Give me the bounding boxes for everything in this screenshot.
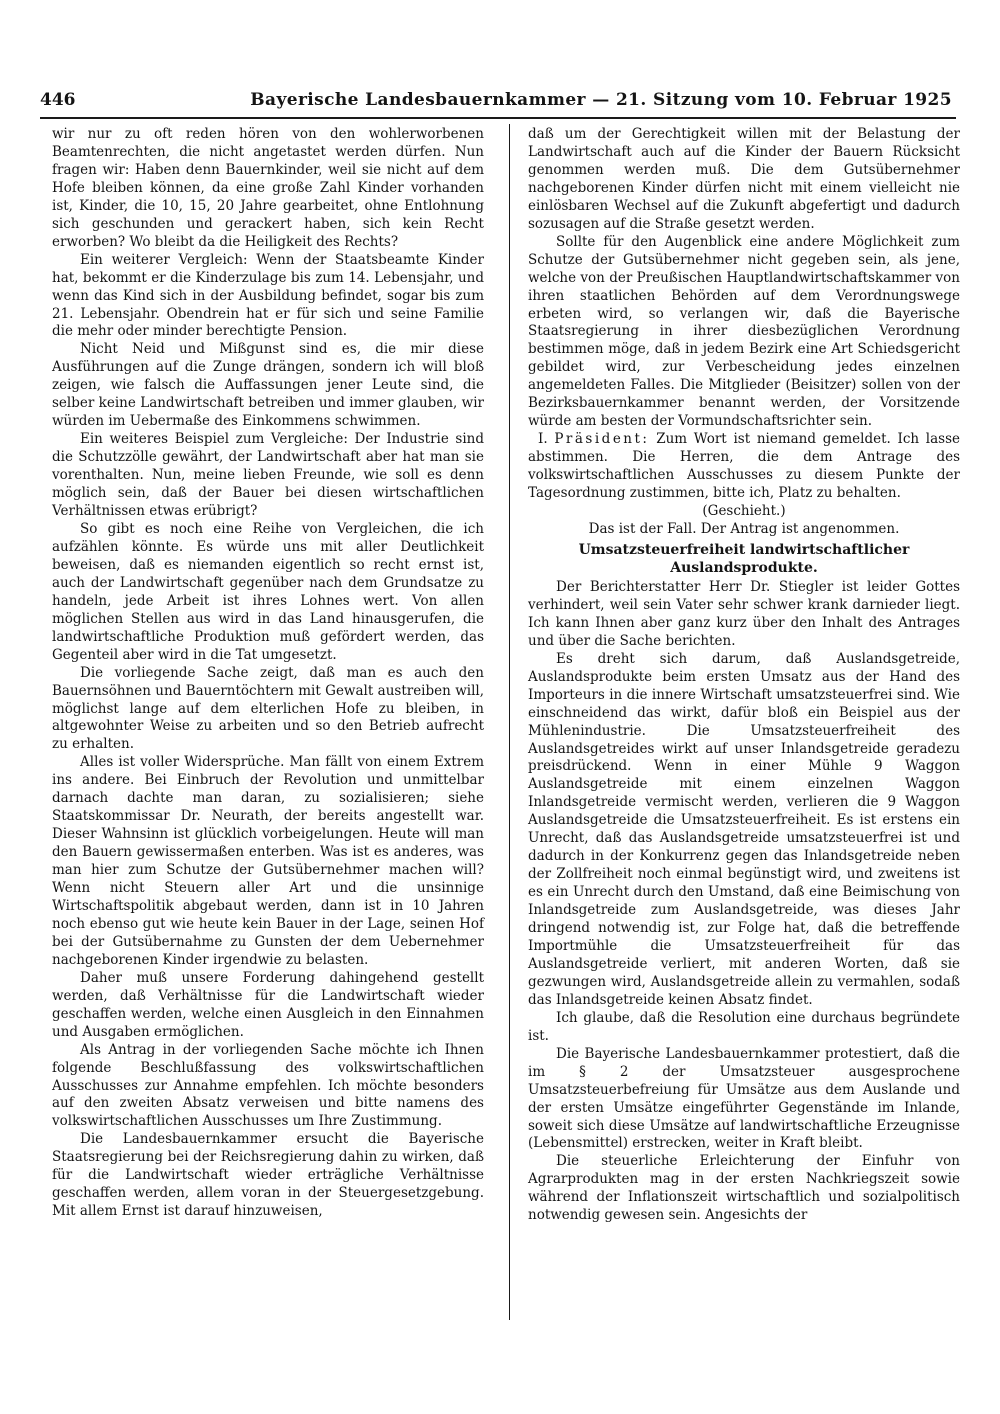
- president-statement: [528, 431, 960, 503]
- procedural-note: (Geschieht.): [702, 503, 786, 520]
- paragraph: Nicht Neid und Mißgunst sind es, die mir diese Ausführungen auf die Zunge drängen, sondern ich will bloß zeigen, wie falsch die Auffassungen jener Leute sind, die selber keine Landwirtschaft betreiben und immer glauben, wir würden im Uebermaße des Einkommens schwimmen.: [52, 341, 484, 430]
- resolution-paragraph: Die steuerliche Erleichterung der Einfuhr von Agrarprodukten mag in der ersten Nachkriegszeit sowie während der Inflationszeit wirtschaftlich und sozialpolitisch notwendig gewesen sein. Angesichts der: [528, 1153, 960, 1224]
- page-number: 446: [40, 90, 76, 110]
- page-header: [40, 88, 960, 116]
- president-text: Zum Wort ist niemand gemeldet. Ich lasse abstimmen. Die Herren, die dem Antrage des volkswirtschaftlichen Ausschusses zu diesem Punkte der Tagesordnung zustimmen, bitte ich, Platz zu behalten.: [528, 431, 961, 502]
- paragraph: Daher muß unsere Forderung dahingehend gestellt werden, daß Verhältnisse für die Landwirtschaft wieder geschaffen werden, welche einen Ausgleich in den Einnahmen und Ausgaben ermöglichen.: [52, 969, 484, 1040]
- paragraph: Sollte für den Augenblick eine andere Möglichkeit zum Schutze der Gutsübernehmer nicht gegeben sein, als jene, welche von der Preußischen Hauptlandwirtschaftskammer von ihren staatlichen Behörden auf dem Verordnungswege erbeten wird, so verlangen wir, daß die Bayerische Staatsregierung in ihrer diesbezüglichen Verordnung bestimmen möge, daß in jedem Bezirk eine Art Schiedsgericht gebildet wird, zur Verbescheidung jedes einzelnen angemeldeten Falles. Die Mitglieder (Beisitzer) sollen von der Bezirksbauernkammer benannt werden, der Vorsitzende würde am besten der Vormundschaftsrichter sein.: [528, 233, 960, 430]
- paragraph: Ein weiterer Vergleich: Wenn der Staatsbeamte Kinder hat, bekommt er die Kinderzulage bis zum 14. Lebensjahr, und wenn das Kind sich in der Ausbildung befindet, sogar bis zum 21. Lebensjahr. Obendrein hat er für sich und seine Familie die mehr oder minder berechtigte Pension.: [52, 251, 484, 340]
- vote-result: Das ist der Fall. Der Antrag ist angenommen.: [588, 520, 900, 537]
- resolution-paragraph: Die Landesbauernkammer ersucht die Bayerische Staatsregierung bei der Reichsregierung dahin zu wirken, daß für die Landwirtschaft wieder erträgliche Verhältnisse geschaffen werden, allem voran in der Steuergesetzgebung. Mit allem Ernst ist darauf hinzuweisen,: [52, 1131, 484, 1220]
- paragraph: So gibt es noch eine Reihe von Vergleichen, die ich aufzählen könnte. Es würde uns mit aller Deutlichkeit beweisen, daß es niemanden eigentlich so recht ernst ist, auch der Landwirtschaft gegenüber nach dem Grundsatze zu handeln, jede Arbeit ist ihres Lohnes wert. Von allen möglichen Stellen aus wird in das Land hinausgerufen, die landwirtschaftliche Produktion muß gefördert werden, das Gegenteil aber wird in die Tat umgesetzt.: [52, 520, 484, 663]
- column-divider: [509, 124, 510, 1320]
- section-heading: Umsatzsteuerfreiheit landwirtschaftlicher Auslandsprodukte.: [578, 541, 910, 576]
- running-title: Bayerische Landesbauernkammer — 21. Sitzung vom 10. Februar 1925: [250, 90, 952, 110]
- paragraph: wir nur zu oft reden hören von den wohlerworbenen Beamtenrechten, die nicht angetastet werden dürfen. Nun fragen wir: Haben denn Bauernkinder, weil sie nicht auf dem Hofe bleiben können, da eine große Zahl Kinder vorhanden ist, Kinder, die 10, 15, 20 Jahre gearbeitet, ohne Entlohnung sich geschunden und gerackert haben, sich kein Recht erworben? Wo bleibt da die Heiligkeit des Rechts?: [52, 126, 484, 250]
- header-rule: [40, 117, 956, 119]
- paragraph: Es dreht sich darum, daß Auslandsgetreide, Auslandsprodukte beim ersten Umsatz aus der Hand des Importeurs in die innere Wirtschaft umsatzsteuerfrei sind. Wie einschneidend das wirkt, dafür bloß ein Beispiel aus der Mühlenindustrie. Die Umsatzsteuerfreiheit des Auslandsgetreides wirkt auf unser Inlandsgetreide geradezu preisdrückend. Wenn in einer Mühle 9 Waggon Auslandsgetreide mit einem einzelnen Waggon Inlandsgetreide vermischt werden, verlieren die 9 Waggon Auslandsgetreide die Umsatzsteuerfreiheit. Es ist erstens ein Unrecht, daß das Auslandsgetreide umsatzsteuerfrei ist und dadurch in der Konkurrenz gegen das Inlandsgetreide neben der Zollfreiheit noch einmal begünstigt wird, und zweitens ist es ein Unrecht durch den Umstand, daß eine Beimischung von Inlandsgetreide zum Auslandsgetreide, was dieses Jahr dringend notwendig ist, zur Folge hat, daß die betreffende Importmühle die Umsatzsteuerfreiheit für das Auslandsgetreide verliert, mit anderen Worten, daß sie gezwungen wird, Auslandsgetreide allein zu vermahlen, sodaß das Inlandsgetreide keinen Absatz findet.: [528, 650, 960, 1008]
- president-prefix: I.: [538, 431, 555, 448]
- left-column: [52, 126, 484, 1221]
- paragraph: Alles ist voller Widersprüche. Man fällt von einem Extrem ins andere. Bei Einbruch der Revolution und unmittelbar darnach dachte man daran, zu sozialisieren; siehe Staatskommissar Dr. Neurath, der bereits angestellt war. Dieser Wahnsinn ist glücklich vorbeigelungen. Heute will man den Bauern gewissermaßen enterben. Was ist es anderes, was man hier zum Schutze der Gutsübernehmer machen will? Wenn nicht Steuern aller Art und die unsinnige Wirtschaftspolitik abgebaut werden, dann ist in 10 Jahren noch ebenso gut wie heute kein Bauer in der Lage, seinen Hof bei der Gutsübernahme zu Gunsten der dem Uebernehmer nachgeborenen Kinder irgendwie zu belasten.: [52, 754, 484, 968]
- paragraph: Die vorliegende Sache zeigt, daß man es auch den Bauernsöhnen und Bauerntöchtern mit Gewalt austreiben will, möglichst lange auf dem elterlichen Hofe zu bleiben, in altgewohnter Weise zu arbeiten und so den Betrieb aufrecht zu erhalten.: [52, 664, 484, 753]
- right-column: [528, 126, 960, 1225]
- resolution-paragraph: Die Bayerische Landesbauernkammer protestiert, daß die im § 2 der Umsatzsteuer ausgesprochene Umsatzsteuerbefreiung für Umsätze aus dem Auslande und der ersten Umsätze eingeführter Gegenstände im Inlande, soweit sich diese Umsätze auf landwirtschaftliche Erzeugnisse (Lebensmittel) erstrecken, weiter in Kraft bleibt.: [528, 1045, 960, 1152]
- paragraph: Als Antrag in der vorliegenden Sache möchte ich Ihnen folgende Beschlußfassung des volkswirtschaftlichen Ausschusses zur Annahme empfehlen. Ich möchte besonders auf den zweiten Absatz verweisen und bitte namens des volkswirtschaftlichen Ausschusses um Ihre Zustimmung.: [52, 1041, 484, 1130]
- paragraph: Der Berichterstatter Herr Dr. Stiegler ist leider Gottes verhindert, weil sein Vater sehr schwer krank darnieder liegt. Ich kann Ihnen aber ganz kurz über den Inhalt des Antrages und über die Sache berichten.: [528, 578, 960, 649]
- paragraph: daß um der Gerechtigkeit willen mit der Belastung der Landwirtschaft auch auf die Kinder der Bauern Rücksicht genommen werden muß. Die dem Gutsübernehmer nachgeborenen Kinder dürfen nicht mit einem vielleicht nie einlösbaren Wechsel auf die Zukunft abgefertigt und dadurch sozusagen auf die Straße gesetzt werden.: [528, 126, 960, 232]
- paragraph: Ein weiteres Beispiel zum Vergleiche: Der Industrie sind die Schutzzölle gewährt, der Landwirtschaft aber hat man sie vorenthalten. Nun, meine lieben Freunde, wie soll es denn möglich sein, daß der Bauer bei diesen wirtschaftlichen Verhältnissen etwas erübrigt?: [52, 431, 484, 520]
- speaker-name: Präsident:: [554, 431, 650, 448]
- paragraph: Ich glaube, daß die Resolution eine durchaus begründete ist.: [528, 1009, 960, 1044]
